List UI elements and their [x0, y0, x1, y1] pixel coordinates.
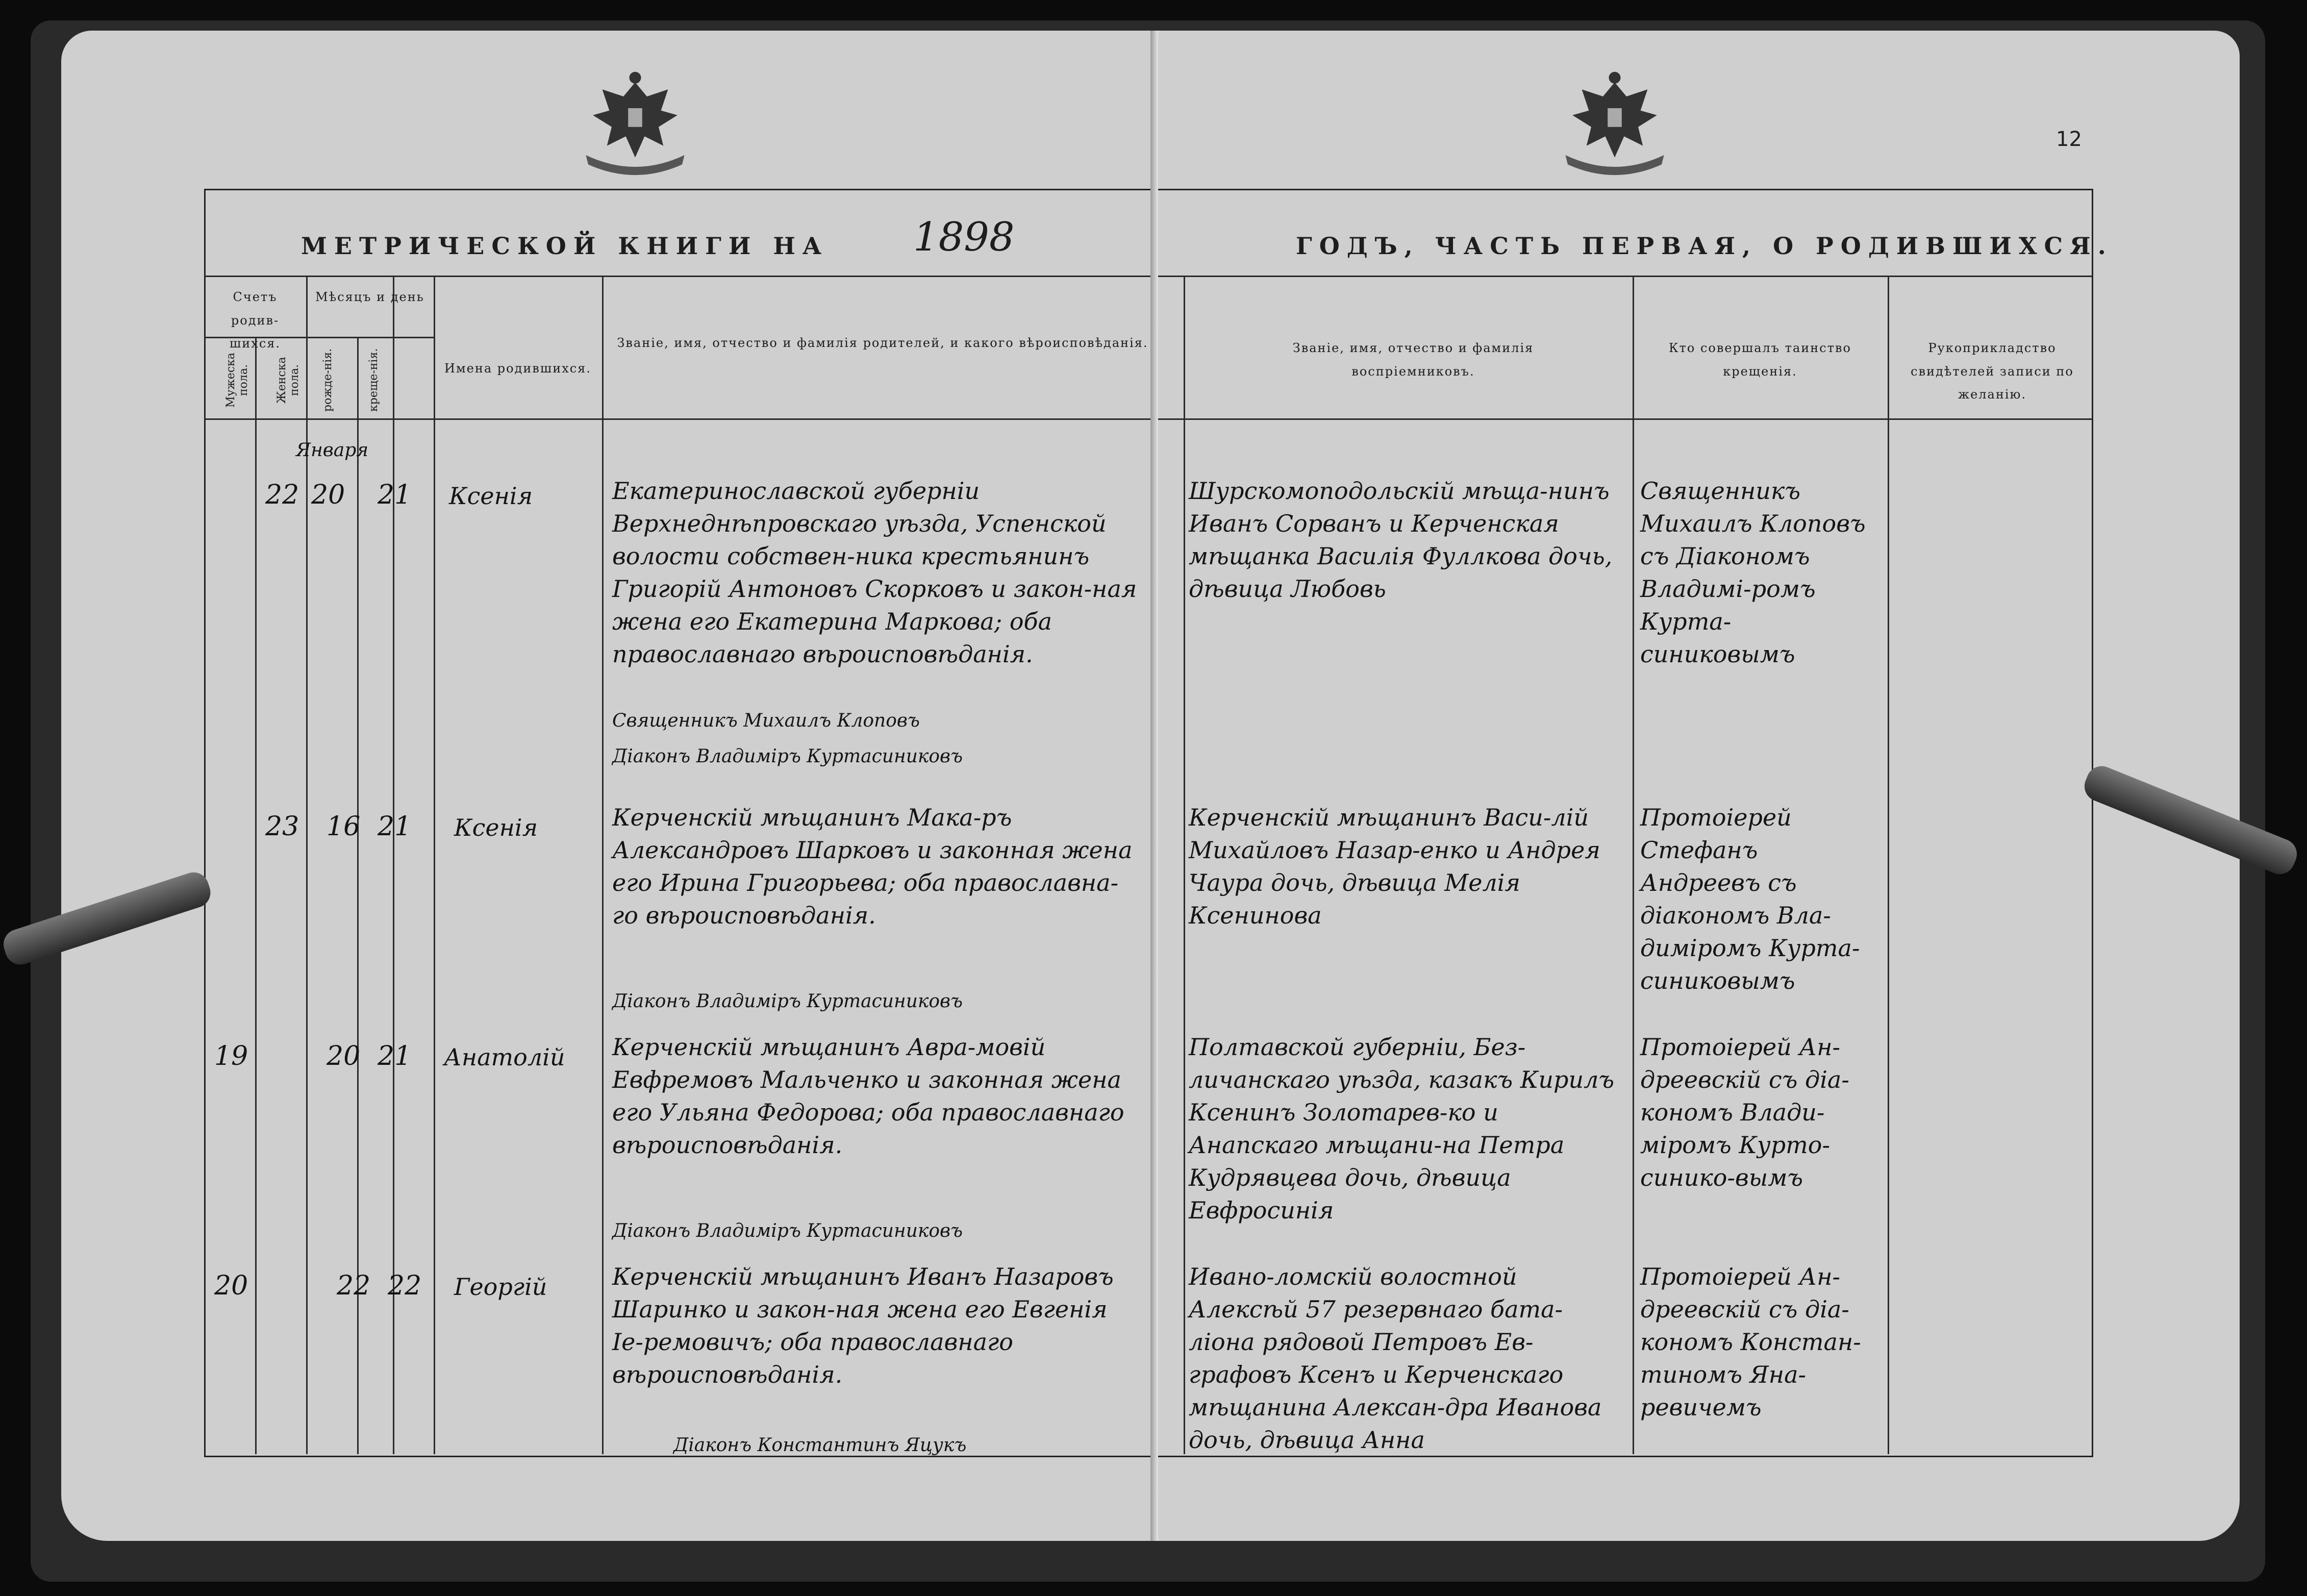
record-3-priest: Протоіерей Ан-дреевскій съ діа-кономъ Влади-міромъ Курто-синико-вымъ	[1640, 1033, 1849, 1191]
record-3-baptized: 21	[378, 1041, 412, 1071]
record-4-priest: Протоіерей Ан-дреевскій съ діа-кономъ Констан-тиномъ Яна-ревичемъ	[1640, 1263, 1861, 1421]
imperial-eagle-crest-left	[576, 61, 694, 179]
record-1-female: 22	[265, 480, 299, 510]
imperial-eagle-crest-right	[1556, 61, 1673, 179]
record-3-born: 20	[327, 1041, 361, 1071]
right-title: ГОДЪ, ЧАСТЬ ПЕРВАЯ, О РОДИВШИХСЯ.	[1296, 232, 2113, 260]
record-2-name: Ксенія	[454, 814, 538, 841]
record-3-parents: Керченскій мѣщанинъ Авра-мовій Евфремовъ Мальченко и законная жена его Ульяна Федорова; оба православнаго вѣроисповѣданія.	[612, 1033, 1124, 1159]
record-1-priest: Священникъ Михаилъ Клоповъ съ Діакономъ Владимі-ромъ Курта-синиковымъ	[1640, 477, 1866, 668]
month-note: Января	[296, 440, 369, 461]
record-4-baptized: 22	[388, 1270, 422, 1301]
record-1-parents: Екатеринославской губерніи Верхнеднѣпровскаго уѣзда, Успенской волости собствен-ника крестьянинъ Григорій Антоновъ Скорковъ и закон-ная жена его Екатерина Маркова; оба православнаго вѣроисповѣданія.	[612, 477, 1137, 668]
left-page	[61, 31, 1158, 1541]
header-godparents: Званіе, имя, отчество и фамилія воспріемниковъ.	[1292, 341, 1534, 379]
record-2-parents: Керченскій мѣщанинъ Мака-ръ Александровъ Шарковъ и законная жена его Ирина Григорьева; оба православна-го вѣроисповѣданія.	[612, 804, 1133, 929]
record-1-priest-signature: Священникъ Михаилъ Клоповъ	[612, 710, 920, 731]
header-signatures: Рукоприкладство свидѣтелей записи по желанію.	[1911, 341, 2074, 402]
record-3-name: Анатолій	[444, 1043, 565, 1071]
header-name: Имена родившихся.	[444, 361, 591, 376]
header-birth-count: Счетъ родив-шихся.	[229, 290, 281, 351]
record-3-deacon-signature: Діаконъ Владиміръ Куртасиниковъ	[612, 1220, 963, 1241]
record-1-name: Ксенія	[449, 482, 533, 510]
record-1-godparents: Шурскомоподольскій мѣща-нинъ Иванъ Сорванъ и Керченская мѣщанка Василія Фуллкова дочь, дѣвица Любовь	[1189, 477, 1613, 603]
header-female: Женска пола.	[275, 357, 301, 404]
record-3-male: 19	[214, 1041, 248, 1071]
record-2-deacon-signature: Діаконъ Владиміръ Куртасиниковъ	[612, 991, 963, 1012]
header-male: Мужеска пола.	[224, 353, 250, 408]
record-3-godparents: Полтавской губерніи, Без-личанскаго уѣзда, казакъ Кирилъ Ксенинъ Золотарев-ко и Анапскаго мѣщани-на Петра Кудрявцева дочь, дѣвица Евфросинія	[1189, 1033, 1615, 1224]
left-title: МЕТРИЧЕСКОЙ КНИГИ НА	[301, 232, 829, 260]
record-4-male: 20	[214, 1270, 248, 1301]
record-2-baptized: 21	[378, 811, 412, 842]
header-month-day: Мѣсяцъ и день	[315, 290, 424, 304]
page-number: 12	[2056, 128, 2082, 151]
header-baptized: креще-нія.	[367, 348, 380, 412]
record-2-priest: Протоіерей Стефанъ Андреевъ съ діакономъ Вла-диміромъ Курта-синиковымъ	[1640, 804, 1860, 994]
record-4-born: 22	[337, 1270, 371, 1301]
right-page	[1158, 31, 2240, 1541]
record-1-born: 20	[311, 480, 345, 510]
record-4-parents: Керченскій мѣщанинъ Иванъ Назаровъ Шаринко и закон-ная жена его Евгенія Іе-ремовичъ; оба православнаго вѣроисповѣданія.	[612, 1263, 1114, 1388]
header-born: рожде-нія.	[321, 348, 334, 412]
record-4-godparents: Ивано-ломскій волостной Алексѣй 57 резервнаго бата-ліона рядовой Петровъ Ев-графовъ Ксенъ и Керченскаго мѣщанина Алексан-дра Иванова дочь, дѣвица Анна	[1189, 1263, 1602, 1454]
header-parents: Званіе, имя, отчество и фамилія родителей, и какого вѣроисповѣданія.	[617, 336, 1148, 350]
header-priest: Кто совершалъ таинство крещенія.	[1669, 341, 1851, 379]
record-2-born: 16	[327, 811, 361, 842]
record-4-deacon-signature: Діаконъ Константинъ Яцукъ	[673, 1435, 967, 1456]
record-year: 1898	[913, 214, 1015, 260]
record-4-name: Георгій	[454, 1273, 547, 1301]
record-1-deacon-signature: Діаконъ Владиміръ Куртасиниковъ	[612, 746, 963, 767]
record-2-female: 23	[265, 811, 299, 842]
record-2-godparents: Керченскій мѣщанинъ Васи-лій Михайловъ Назар-енко и Андрея Чаура дочь, дѣвица Мелія Ксенинова	[1189, 804, 1600, 929]
record-1-baptized: 21	[378, 480, 412, 510]
